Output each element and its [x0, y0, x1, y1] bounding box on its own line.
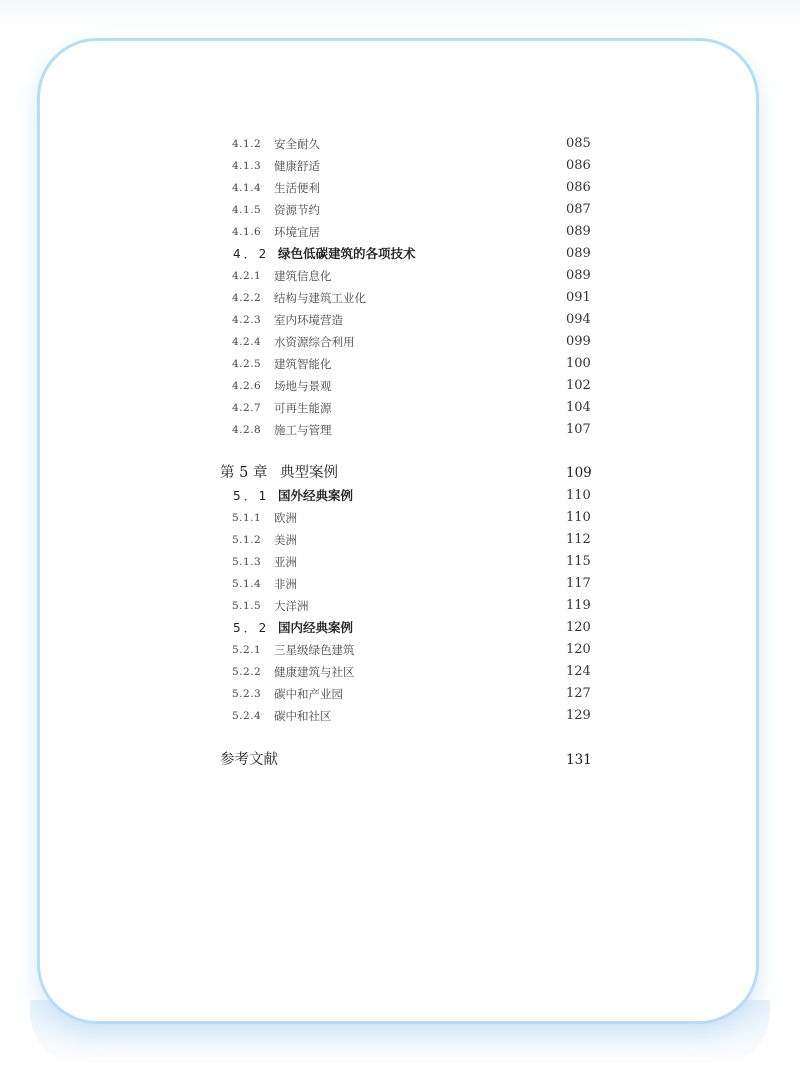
section-title: 生活便利	[274, 181, 320, 195]
section-title: 建筑智能化	[274, 357, 332, 371]
section-title: 美洲	[274, 533, 297, 547]
section-title: 健康建筑与社区	[274, 665, 355, 679]
section-number: 4.2.3	[232, 314, 262, 326]
page-number: 129	[566, 708, 591, 723]
section-title: 碳中和产业园	[274, 687, 343, 701]
section-number: 4．2	[233, 247, 270, 261]
section-number: 4.2.5	[232, 358, 262, 370]
section-title: 室内环境营造	[274, 313, 343, 327]
section-title: 三星级绿色建筑	[274, 643, 355, 657]
section-title: 国内经典案例	[278, 620, 354, 635]
page-number: 115	[566, 554, 591, 569]
section-number: 4.2.1	[232, 270, 262, 282]
page-number: 107	[566, 422, 591, 437]
section-number: 5．2	[233, 621, 270, 635]
section-number: 5.2.4	[232, 710, 262, 722]
section-number: 4.1.2	[232, 138, 262, 150]
page-number: 110	[566, 510, 591, 525]
section-title: 环境宜居	[274, 225, 320, 239]
section-number: 5.2.1	[232, 644, 262, 656]
section-number: 4.1.6	[232, 226, 262, 238]
page-number: 102	[566, 378, 591, 393]
table-of-contents	[40, 41, 762, 1027]
chapter-number: 第 5 章	[220, 465, 268, 481]
section-number: 5.1.5	[232, 600, 262, 612]
page-number: 127	[566, 686, 591, 701]
page-number: 120	[566, 620, 591, 635]
page-number: 089	[566, 224, 591, 239]
section-number: 4.2.2	[232, 292, 262, 304]
references-title: 参考文献	[220, 752, 278, 768]
page-number: 087	[566, 202, 591, 217]
page-card	[37, 38, 759, 1024]
page-number: 094	[566, 312, 591, 327]
section-number: 5.1.1	[232, 512, 262, 524]
section-number: 5.2.2	[232, 666, 262, 678]
section-title: 资源节约	[274, 203, 320, 217]
section-number: 4.2.8	[232, 424, 262, 436]
page-number: 109	[566, 465, 592, 481]
page-number: 086	[566, 158, 591, 173]
section-title: 建筑信息化	[274, 269, 332, 283]
section-title: 欧洲	[274, 511, 297, 525]
section-number: 5.2.3	[232, 688, 262, 700]
page-number: 089	[566, 246, 591, 261]
page-number: 124	[566, 664, 591, 679]
chapter-title: 典型案例	[280, 465, 338, 481]
section-number: 4.2.4	[232, 336, 262, 348]
page-number: 091	[566, 290, 591, 305]
page-number: 085	[566, 136, 591, 151]
section-title: 水资源综合利用	[274, 335, 355, 349]
page-number: 104	[566, 400, 591, 415]
section-title: 绿色低碳建筑的各项技术	[278, 246, 416, 261]
top-shadow	[0, 0, 800, 30]
section-title: 可再生能源	[274, 401, 332, 415]
section-title: 亚洲	[274, 555, 297, 569]
page-number: 086	[566, 180, 591, 195]
section-number: 5.1.3	[232, 556, 262, 568]
page-number: 119	[566, 598, 591, 613]
section-number: 4.1.5	[232, 204, 262, 216]
section-number: 5.1.2	[232, 534, 262, 546]
page-number: 110	[566, 488, 591, 503]
section-title: 安全耐久	[274, 137, 320, 151]
section-title: 国外经典案例	[278, 488, 354, 503]
section-number: 5.1.4	[232, 578, 262, 590]
section-number: 4.2.6	[232, 380, 262, 392]
section-title: 碳中和社区	[274, 709, 332, 723]
section-title: 结构与建筑工业化	[274, 291, 366, 305]
page-number: 120	[566, 642, 591, 657]
page-number: 112	[566, 532, 591, 547]
page-number: 100	[566, 356, 591, 371]
section-number: 4.1.4	[232, 182, 262, 194]
page-number: 117	[566, 576, 591, 591]
section-title: 非洲	[274, 577, 297, 591]
page-number: 099	[566, 334, 591, 349]
page-number: 089	[566, 268, 591, 283]
section-number: 4.2.7	[232, 402, 262, 414]
page-number: 131	[566, 752, 592, 768]
section-title: 健康舒适	[274, 159, 320, 173]
section-title: 施工与管理	[274, 423, 332, 437]
section-title: 场地与景观	[274, 379, 332, 393]
section-number: 5．1	[233, 489, 270, 503]
section-title: 大洋洲	[274, 599, 309, 613]
section-number: 4.1.3	[232, 160, 262, 172]
